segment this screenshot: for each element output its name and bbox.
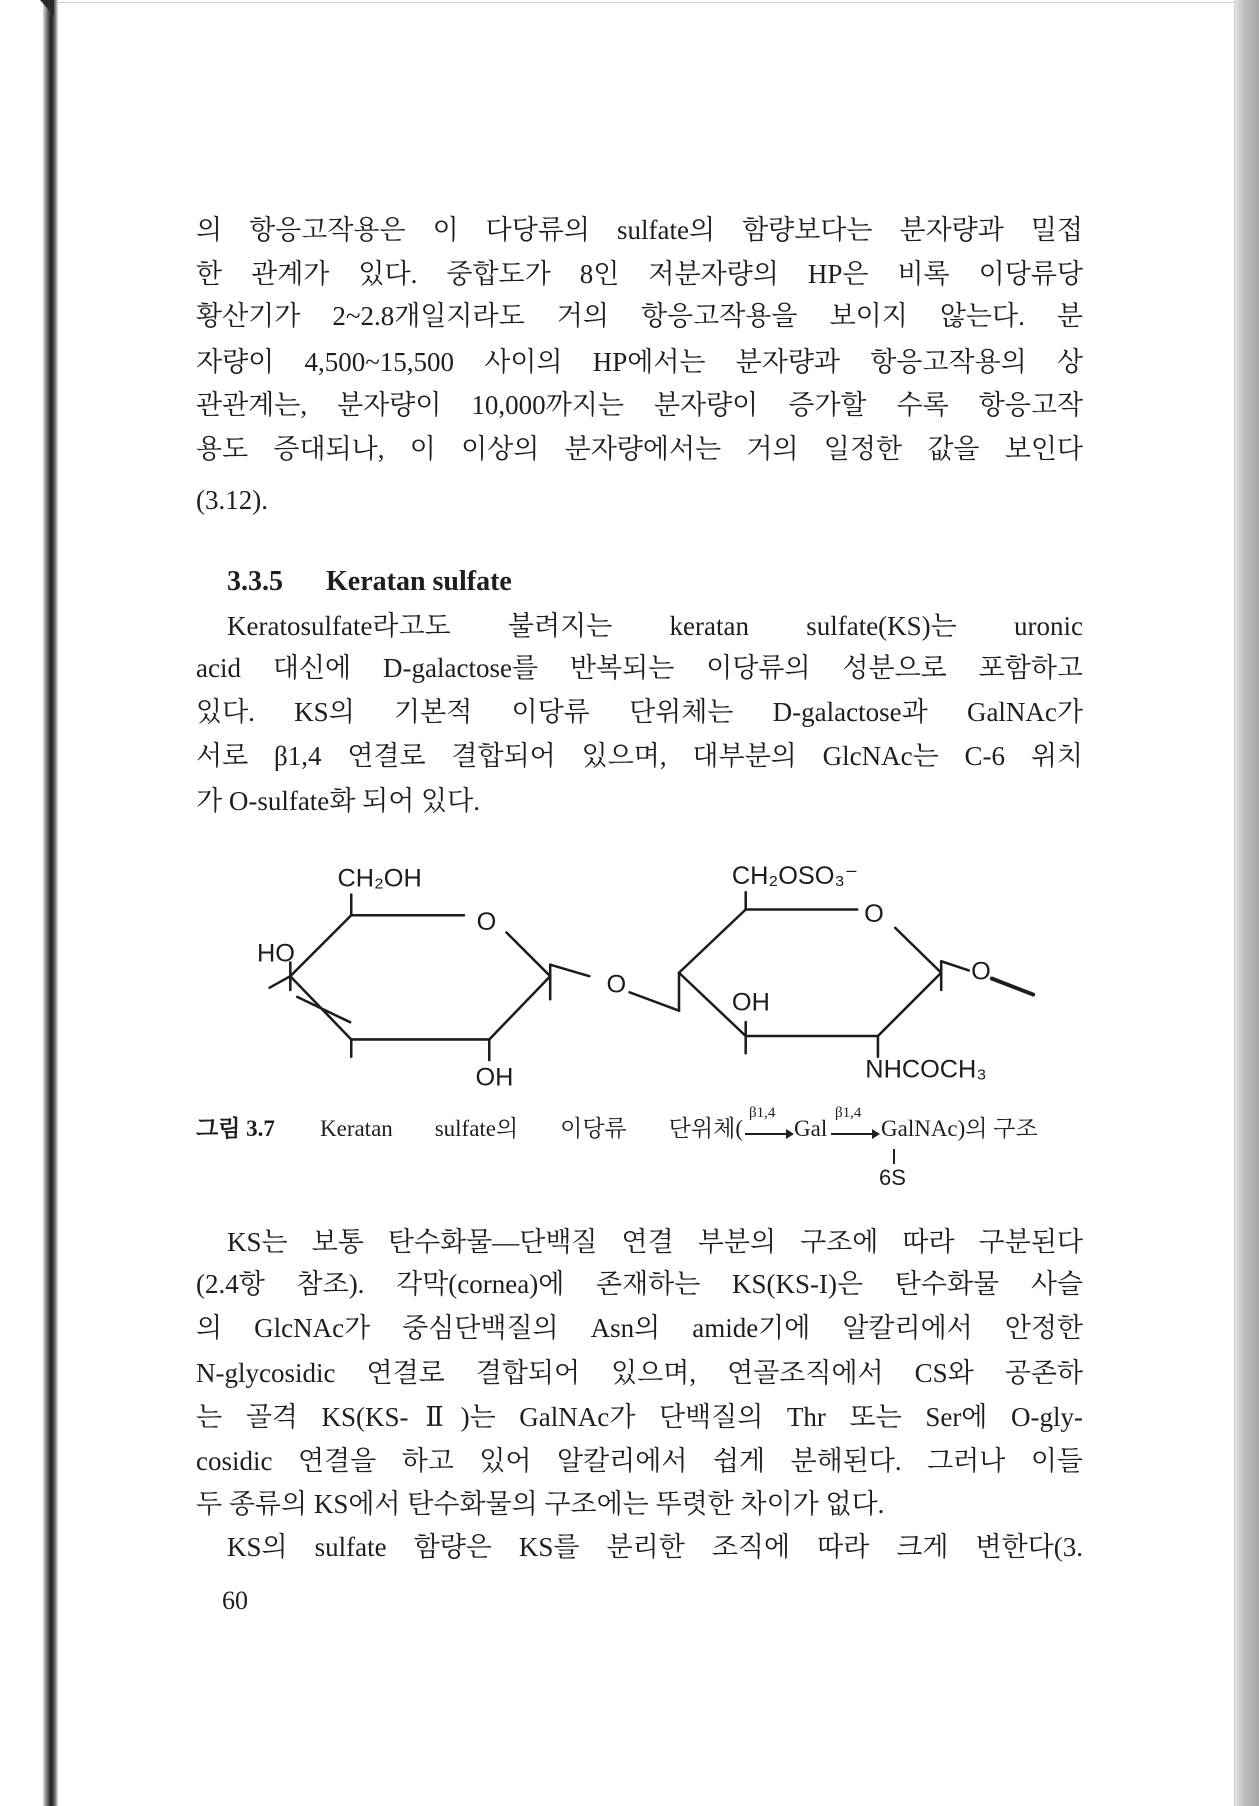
nhcoch3-label: NHCOCH₃ (865, 1055, 987, 1084)
text-line: cosidic 연결을 하고 있어 알칼리에서 쉽게 분해된다. 그러나 이들 (196, 1446, 1083, 1476)
page-shadow-edge (1234, 0, 1259, 1806)
keratan-sulfate-structure (230, 852, 1059, 1105)
text-line: 는 골격 KS(KS-Ⅱ)는 GalNAc가 단백질의 Thr 또는 Ser에 O-gly- (196, 1402, 1083, 1432)
text-line: Keratosulfate라고도 불려지는 keratan sulfate(KS)는 uronic (227, 611, 1083, 641)
text-line: acid 대신에 D-galactose를 반복되는 이당류의 성분으로 포함하고 (196, 653, 1083, 683)
exit-oxygen-label: O (971, 957, 991, 986)
text-line: 자량이 4,500~15,500 사이의 HP에서는 분자량과 항응고작용의 상 (196, 347, 1083, 377)
ch2oso3-label: CH₂OSO₃⁻ (731, 862, 859, 891)
text-line: 두 종류의 KS에서 탄수화물의 구조에는 뚜렷한 차이가 없다. (196, 1489, 885, 1519)
bond (270, 976, 291, 988)
bond (941, 961, 969, 970)
bond (507, 933, 551, 977)
text-line: (2.4항 참조). 각막(cornea)에 존재하는 KS(KS-I)은 탄수화물 사슬 (196, 1269, 1083, 1299)
ring-oxygen-label: O (476, 908, 497, 937)
bond (297, 997, 350, 1022)
sulfate-substituent: 6S (879, 1165, 906, 1190)
glycosidic-link (630, 992, 679, 1010)
text-line: 있다. KS의 기본적 이당류 단위체는 D-galactose과 GalNAc가 (196, 697, 1083, 727)
bond (992, 979, 1033, 995)
binding-edge (43, 0, 58, 1806)
caption-tail: GalNAc)의 구조 (881, 1116, 1038, 1141)
section-number: 3.3.5 (227, 566, 283, 597)
section-title: Keratan sulfate (326, 566, 512, 597)
text-line: 서로 β1,4 연결로 결합되어 있으며, 대부분의 GlcNAc는 C-6 위치 (196, 741, 1083, 771)
oh-label: OH (475, 1063, 514, 1092)
caption-unit: Gal (794, 1116, 828, 1141)
bond (630, 992, 679, 1010)
text-line: 관관계는, 분자량이 10,000까지는 분자량이 증가할 수록 항응고작 (196, 390, 1083, 420)
caption-text: Keratan sulfate의 이당류 단위체( (320, 1116, 743, 1141)
ho-label: HO (256, 939, 295, 968)
substituent-bond (893, 1149, 895, 1164)
bond (679, 910, 746, 973)
page-top-edge (58, 2, 1234, 3)
bond (878, 973, 941, 1036)
text-line: KS는 보통 탄수화물—단백질 연결 부분의 구조에 따라 구분된다 (227, 1227, 1083, 1257)
text-line: (3.12). (196, 485, 268, 515)
bond (290, 915, 351, 976)
bond (895, 928, 941, 973)
linkage-arrow (831, 1133, 877, 1135)
linkage-arrow (745, 1133, 791, 1135)
text-line: 가 O-sulfate화 되어 있다. (196, 786, 480, 816)
oh-label: OH (731, 988, 770, 1017)
ch2oh-label: CH₂OH (337, 864, 422, 893)
linkage-label: β1,4 (749, 1105, 776, 1121)
text-line: 의 항응고작용은 이 다당류의 sulfate의 함량보다는 분자량과 밀접 (196, 215, 1083, 245)
figure-number: 그림 3.7 (196, 1116, 275, 1141)
linkage-label: β1,4 (835, 1105, 862, 1121)
text-line: 의 GlcNAc가 중심단백질의 Asn의 amide기에 알칼리에서 안정한 (196, 1313, 1083, 1343)
text-line: N-glycosidic 연결로 결합되어 있으며, 연골조직에서 CS와 공존하 (196, 1358, 1083, 1388)
text-line: 용도 증대되나, 이 이상의 분자량에서는 거의 일정한 값을 보인다 (196, 434, 1083, 464)
text-line: 한 관계가 있다. 중합도가 8인 저분자량의 HP은 비록 이당류당 (196, 259, 1083, 289)
page-number: 60 (222, 1586, 248, 1615)
figure-caption (196, 1098, 1083, 1198)
text-line: 황산기가 2~2.8개일지라도 거의 항응고작용을 보이지 않는다. 분 (196, 301, 1083, 331)
bond (550, 965, 589, 977)
bond (489, 976, 550, 1039)
text-line: KS의 sulfate 함량은 KS를 분리한 조직에 따라 크게 변한다(3. (227, 1532, 1083, 1562)
link-oxygen-label: O (606, 970, 627, 999)
ring-oxygen-label: O (864, 900, 884, 929)
galactose-ring (270, 895, 590, 1061)
